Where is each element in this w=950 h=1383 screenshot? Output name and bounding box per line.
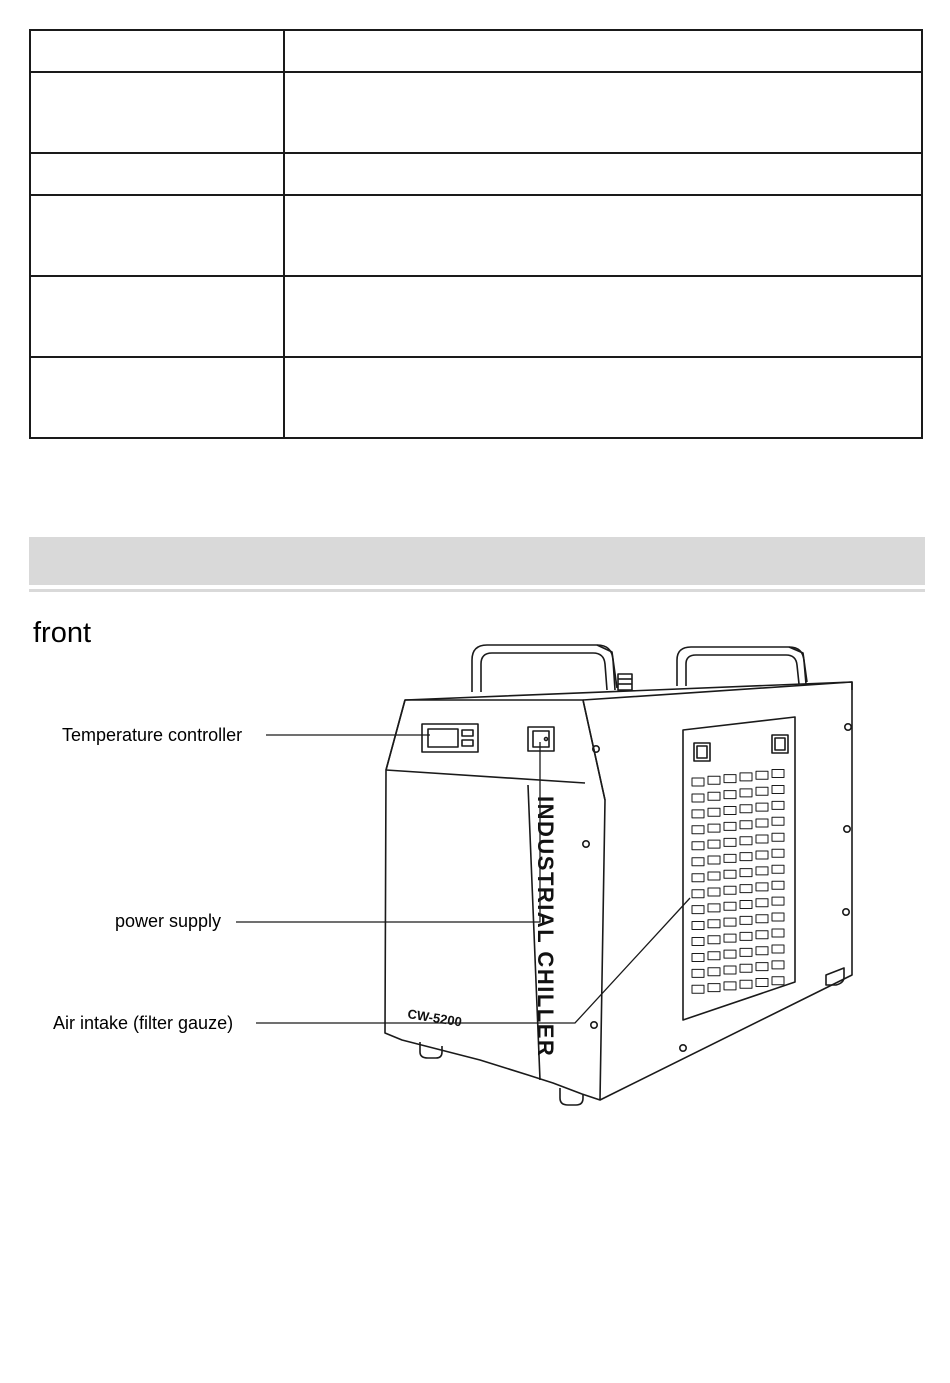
vent-slot <box>740 789 752 797</box>
vent-slot <box>772 961 784 969</box>
vent-slot <box>756 899 768 907</box>
vent-slot <box>708 936 720 944</box>
power-switch-icon <box>528 727 554 751</box>
vent-slot <box>708 824 720 832</box>
vent-slot <box>724 982 736 990</box>
vent-slot <box>708 872 720 880</box>
vent-slot <box>692 906 704 914</box>
vent-slot <box>724 775 736 783</box>
carry-handle-right <box>677 647 807 686</box>
vent-slot <box>772 833 784 841</box>
vent-slot <box>740 869 752 877</box>
side-panel <box>583 682 852 1100</box>
vent-slot <box>692 954 704 962</box>
view-title: front <box>33 617 92 649</box>
vent-slot <box>692 874 704 882</box>
vent-slot <box>756 947 768 955</box>
vent-slot <box>692 938 704 946</box>
vent-slot <box>756 803 768 811</box>
vent-slot <box>772 849 784 857</box>
vent-slot <box>756 771 768 779</box>
vent-slot <box>724 791 736 799</box>
vent-slot <box>772 913 784 921</box>
vent-slot <box>692 826 704 834</box>
vent-slot <box>708 840 720 848</box>
vent-slot <box>692 985 704 993</box>
vent-slot <box>772 817 784 825</box>
vent-slot <box>740 964 752 972</box>
vent-slot <box>708 888 720 896</box>
vent-slot <box>772 977 784 985</box>
front-panel <box>385 700 605 1100</box>
callout-power-supply: power supply <box>115 911 222 931</box>
vent-slot <box>740 773 752 781</box>
vent-slot <box>756 787 768 795</box>
callout-temperature-controller: Temperature controller <box>62 725 243 745</box>
vent-slot <box>724 950 736 958</box>
vent-slot <box>724 966 736 974</box>
vent-slot <box>692 810 704 818</box>
vent-slot <box>740 932 752 940</box>
vent-slot <box>756 979 768 987</box>
vent-slot <box>692 969 704 977</box>
vent-slot <box>772 881 784 889</box>
vent-slot <box>772 929 784 937</box>
vent-slot <box>708 856 720 864</box>
vent-slot <box>772 897 784 905</box>
vent-slot <box>740 821 752 829</box>
vent-slot <box>740 837 752 845</box>
leader-line-power <box>236 742 540 922</box>
vent-slot <box>756 883 768 891</box>
vent-slot <box>708 968 720 976</box>
fill-cap-icon <box>618 674 632 690</box>
vent-slot <box>772 865 784 873</box>
air-intake-grille <box>683 717 795 1020</box>
vent-slot <box>740 805 752 813</box>
vent-slot <box>724 854 736 862</box>
vent-slot <box>724 902 736 910</box>
vent-slot <box>724 838 736 846</box>
vent-slot <box>708 904 720 912</box>
vent-slot <box>740 948 752 956</box>
vent-slot <box>708 920 720 928</box>
vent-slot <box>772 801 784 809</box>
vent-slot <box>708 952 720 960</box>
vent-slot <box>740 901 752 909</box>
carry-handle-left <box>472 645 617 692</box>
vent-slot <box>740 980 752 988</box>
foot-back <box>826 968 844 985</box>
vent-slot <box>692 794 704 802</box>
vent-slot <box>724 870 736 878</box>
vent-slot <box>724 886 736 894</box>
vent-slot <box>772 945 784 953</box>
vent-slot <box>740 885 752 893</box>
vent-slot <box>708 792 720 800</box>
vent-slot <box>740 916 752 924</box>
vent-slot <box>708 808 720 816</box>
vent-slot <box>724 822 736 830</box>
vent-slot <box>692 922 704 930</box>
vent-slot <box>724 918 736 926</box>
callout-air-intake: Air intake (filter gauze) <box>53 1013 234 1033</box>
vent-slot <box>756 931 768 939</box>
side-label-text: INDUSTRIAL CHILLER <box>533 796 558 1058</box>
vent-slot <box>772 786 784 794</box>
vent-slot <box>756 963 768 971</box>
vent-slot <box>756 851 768 859</box>
vent-slot <box>756 835 768 843</box>
vent-slot <box>756 819 768 827</box>
vent-slot <box>692 778 704 786</box>
vent-slot <box>724 807 736 815</box>
temperature-controller-icon <box>422 724 478 752</box>
vent-slot <box>756 915 768 923</box>
vent-slot <box>724 934 736 942</box>
vent-slot <box>756 867 768 875</box>
model-label-text: CW-5200 <box>406 1006 463 1030</box>
vent-slot <box>740 853 752 861</box>
vent-slot <box>692 858 704 866</box>
vent-slot <box>708 776 720 784</box>
vent-slot <box>772 770 784 778</box>
vent-slot <box>692 890 704 898</box>
vent-slot <box>708 984 720 992</box>
vent-slot <box>692 842 704 850</box>
leader-line-air-intake <box>256 898 690 1023</box>
